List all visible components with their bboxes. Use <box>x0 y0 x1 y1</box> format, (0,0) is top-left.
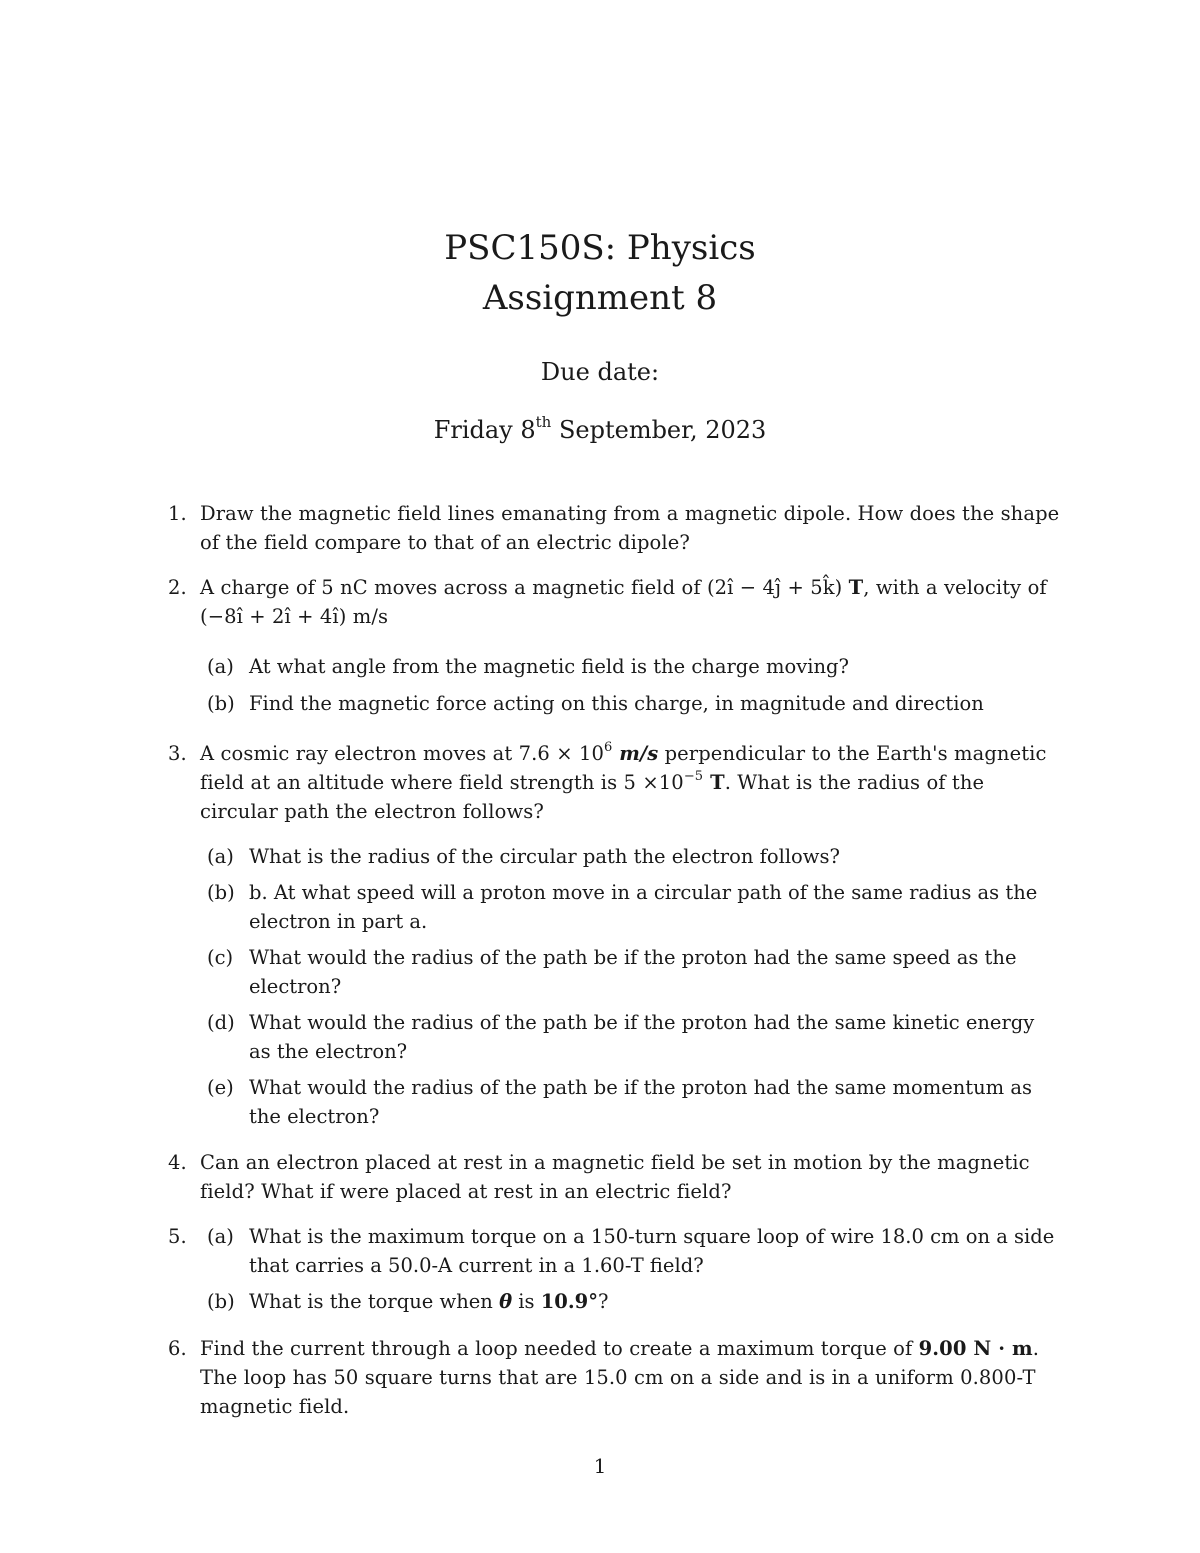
course-title: PSC150S: Physics <box>444 228 756 268</box>
part-label: (a) <box>207 1225 234 1248</box>
question-text: Draw the magnetic field lines emanating from a magnetic dipole. How does the shape of the field compare to that of an electric dipole? <box>200 502 1060 554</box>
question-number: 1. <box>168 502 187 525</box>
part-text: What would the radius of the path be if the proton had the same momentum as the electron? <box>249 1076 1033 1128</box>
theta-symbol: θ <box>499 1290 513 1313</box>
exponent: 6 <box>603 740 613 755</box>
part-text <box>249 1287 1061 1316</box>
question-text-part: Find the current through a loop needed to create a maximum torque of <box>200 1337 919 1360</box>
question-text <box>200 1334 1062 1421</box>
part-text-segment: is <box>512 1290 541 1313</box>
part-text-segment: What is the torque when <box>249 1290 500 1313</box>
tesla-unit: T <box>703 771 725 794</box>
part-text: What is the radius of the circular path the electron follows? <box>249 845 840 868</box>
part-label: (b) <box>207 1290 235 1313</box>
part-text-segment: ? <box>597 1290 609 1313</box>
exponent: −5 <box>683 769 704 784</box>
due-date-value <box>0 415 1200 445</box>
assignment-title: Assignment 8 <box>482 278 718 318</box>
part-text: Find the magnetic force acting on this charge, in magnitude and direction <box>249 692 984 715</box>
question-number: 4. <box>168 1151 187 1174</box>
question-number: 5. <box>168 1225 187 1248</box>
part-label: (d) <box>207 1011 235 1034</box>
due-date-label: Due date: <box>540 358 660 386</box>
part-text: b. At what speed will a proton move in a circular path of the same radius as the electron in part a. <box>249 881 1038 933</box>
question-text: Can an electron placed at rest in a magnetic field be set in motion by the magnetic field? What if were placed at rest in an electric field? <box>200 1151 1030 1203</box>
part-label: (c) <box>207 946 234 969</box>
part-label: (a) <box>207 845 234 868</box>
part-text: At what angle from the magnetic field is the charge moving? <box>249 655 849 678</box>
part-label: (b) <box>207 692 235 715</box>
question-number: 3. <box>168 742 187 765</box>
question-text-part: perpendicular to the Earth's magnetic field at an altitude where field strength is 5 ×10 <box>200 742 1047 794</box>
question-number: 6. <box>168 1337 187 1360</box>
due-day-suffix: th <box>535 413 552 431</box>
question-text-part: . What is the radius of the circular path the electron follows? <box>200 771 985 823</box>
part-label: (b) <box>207 881 235 904</box>
part-label: (e) <box>207 1076 234 1099</box>
question-text <box>200 739 1062 826</box>
velocity-unit: m/s <box>612 742 659 765</box>
part-text: What is the maximum torque on a 150-turn square loop of wire 18.0 cm on a side that carries a 50.0-A current in a 1.60-T field? <box>249 1225 1055 1277</box>
angle-value: 10.9° <box>540 1290 598 1313</box>
due-day: Friday 8 <box>433 416 536 444</box>
part-label: (a) <box>207 655 234 678</box>
part-text: What would the radius of the path be if the proton had the same kinetic energy as the electron? <box>249 1011 1035 1063</box>
question-text-part: , with a velocity of (−8î + 2î + 4î) m/s <box>200 576 1047 628</box>
part-text: What would the radius of the path be if the proton had the same speed as the electron? <box>249 946 1017 998</box>
page-number: 1 <box>593 1454 607 1478</box>
question-text-part: A cosmic ray electron moves at 7.6 × 10 <box>200 742 604 765</box>
question-text-part: . The loop has 50 square turns that are 15.0 cm on a side and is in a uniform 0.800-T magnetic field. <box>200 1337 1040 1418</box>
question-number: 2. <box>168 576 187 599</box>
question-text <box>200 573 1062 631</box>
torque-value: 9.00 N · m <box>918 1337 1033 1360</box>
tesla-unit: T <box>848 576 864 599</box>
question-text-part: A charge of 5 nC moves across a magnetic field of (2î − 4ĵ + 5k̂) <box>200 576 849 599</box>
due-month-year: September, 2023 <box>551 416 767 444</box>
